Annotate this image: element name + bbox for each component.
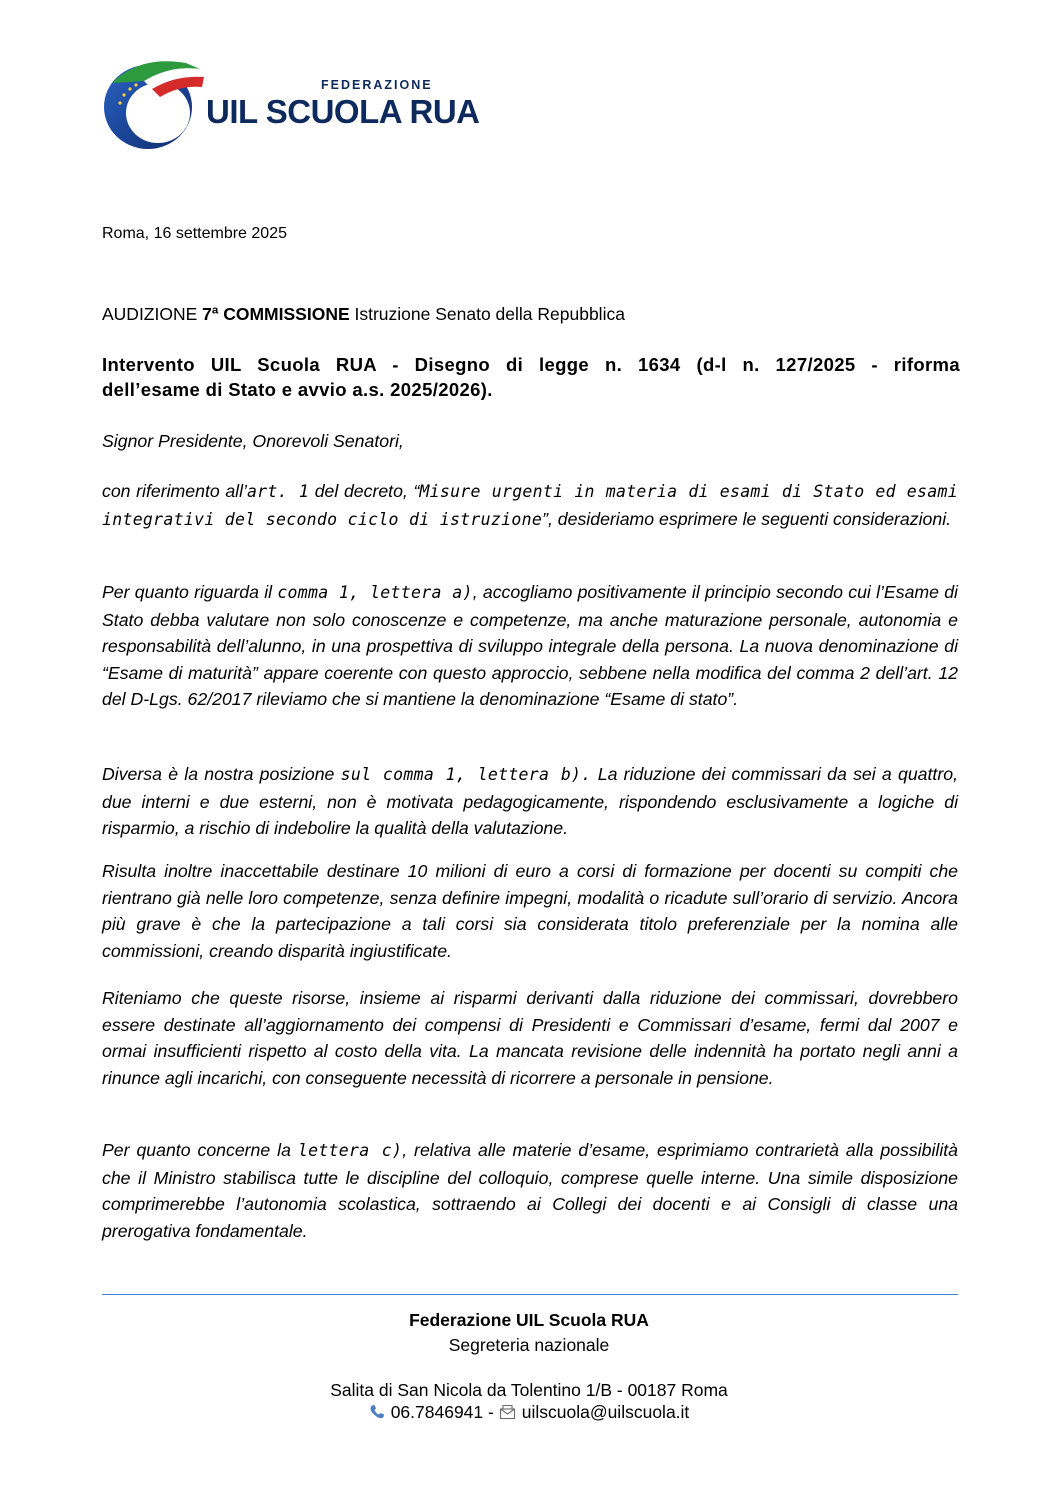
letter-date: Roma, 16 settembre 2025	[102, 225, 287, 242]
audizione-suffix: Istruzione Senato della Repubblica	[349, 304, 625, 324]
paragraph-2	[102, 579, 958, 713]
title-line-1: Intervento UIL Scuola RUA - Disegno di legge n. 1634 (d-l n. 127/2025 - riforma	[102, 354, 960, 375]
audizione-prefix: AUDIZIONE	[102, 304, 203, 324]
p1-text-a: con riferimento all’	[102, 481, 247, 501]
p1-text-e: ”, desideriamo esprimere le seguenti considerazioni.	[542, 508, 952, 529]
p1-text-c: del decreto, “	[309, 481, 420, 501]
p6-text-c: , relativa alle materie d’esame, esprimiamo contrarietà alla possibilità che il Ministro stabilisca tutte le discipline del colloquio, comprese quelle interne. Una simile disposizione comprimerebbe l’autonomia scolastica, sottraendo ai Collegi dei docenti e ai Consigli di classe una prerogativa fondamentale.	[102, 1140, 959, 1241]
logo-name: UIL SCUOLA RUA	[206, 93, 480, 130]
paragraph-1	[102, 478, 958, 533]
p3-text-c: La riduzione dei commissari da sei a quattro, due interni e due esterni, non è motivata pedagogicamente, rispondendo esclusivamente a logiche di risparmio, a rischio di indebolire la qualità della valutazione.	[102, 764, 958, 838]
document-title	[102, 352, 960, 402]
p1-highlight-art: art. 1	[246, 482, 310, 501]
footer-email[interactable]: uilscuola@uilscuola.it	[521, 1402, 690, 1422]
footer-org: Federazione UIL Scuola RUA	[409, 1310, 649, 1330]
paragraph-6	[102, 1137, 958, 1244]
p1-highlight-title: Misure urgenti in materia di esami di Stato ed esami integrativi del secondo ciclo di istruzione	[102, 482, 958, 529]
p6-highlight: lettera c)	[297, 1141, 403, 1160]
p2-text-c: , accogliamo positivamente il principio secondo cui l’Esame di Stato debba valutare non solo conoscenze e competenze, ma anche maturazione personale, autonomia e responsabilità dell’alunno, in una prospettiva di sviluppo integrale della persona. La nuova denominazione di “Esame di maturità” appare coerente con questo approccio, sebbene nella modifica del comma 2 dell’art. 12 del D-Lgs. 62/2017 rileviamo che si mantiene la denominazione “Esame di stato”.	[102, 582, 958, 709]
footer-phone: 06.7846941	[390, 1402, 484, 1422]
footer-contacts	[0, 1402, 1058, 1425]
footer-divider	[102, 1294, 958, 1295]
envelope-icon	[499, 1404, 516, 1425]
footer-address: Salita di San Nicola da Tolentino 1/B - 00187 Roma	[330, 1380, 728, 1400]
audizione-heading	[102, 304, 625, 325]
footer-dept: Segreteria nazionale	[448, 1335, 610, 1355]
p2-text-a: Per quanto riguarda il	[102, 582, 278, 602]
logo-federazione: FEDERAZIONE	[321, 78, 433, 92]
phone-icon	[369, 1404, 385, 1425]
audizione-commissione: 7ª COMMISSIONE	[202, 304, 350, 324]
p6-text-a: Per quanto concerne la	[102, 1140, 298, 1160]
footer-separator: -	[483, 1402, 499, 1422]
salutation: Signor Presidente, Onorevoli Senatori,	[102, 431, 404, 451]
p3-highlight: sul comma 1, lettera b).	[340, 765, 592, 784]
p2-highlight: comma 1, lettera a)	[277, 583, 473, 602]
paragraph-3	[102, 761, 958, 842]
p3-text-a: Diversa è la nostra posizione	[102, 764, 341, 784]
paragraph-4: Risulta inoltre inaccettabile destinare 10 milioni di euro a corsi di formazione per docenti su compiti che rientrano già nelle loro competenze, senza definire impegni, modalità o ricadute sull’orario di servizio. Ancora più grave è che la partecipazione a tali corsi sia considerata titolo preferenziale per la nomina alle commissioni, creando disparità ingiustificate.	[102, 861, 958, 961]
title-line-2: dell’esame di Stato e avvio a.s. 2025/2026).	[102, 379, 493, 400]
uil-scuola-logo	[100, 55, 480, 155]
paragraph-5: Riteniamo che queste risorse, insieme ai risparmi derivanti dalla riduzione dei commissari, dovrebbero essere destinate all’aggiornamento dei compensi di Presidenti e Commissari d’esame, fermi dal 2007 e ormai insufficienti rispetto al costo della vita. La mancata revisione delle indennità ha portato negli anni a rinunce agli incarichi, con conseguente necessità di ricorrere a personale in pensione.	[102, 988, 958, 1088]
